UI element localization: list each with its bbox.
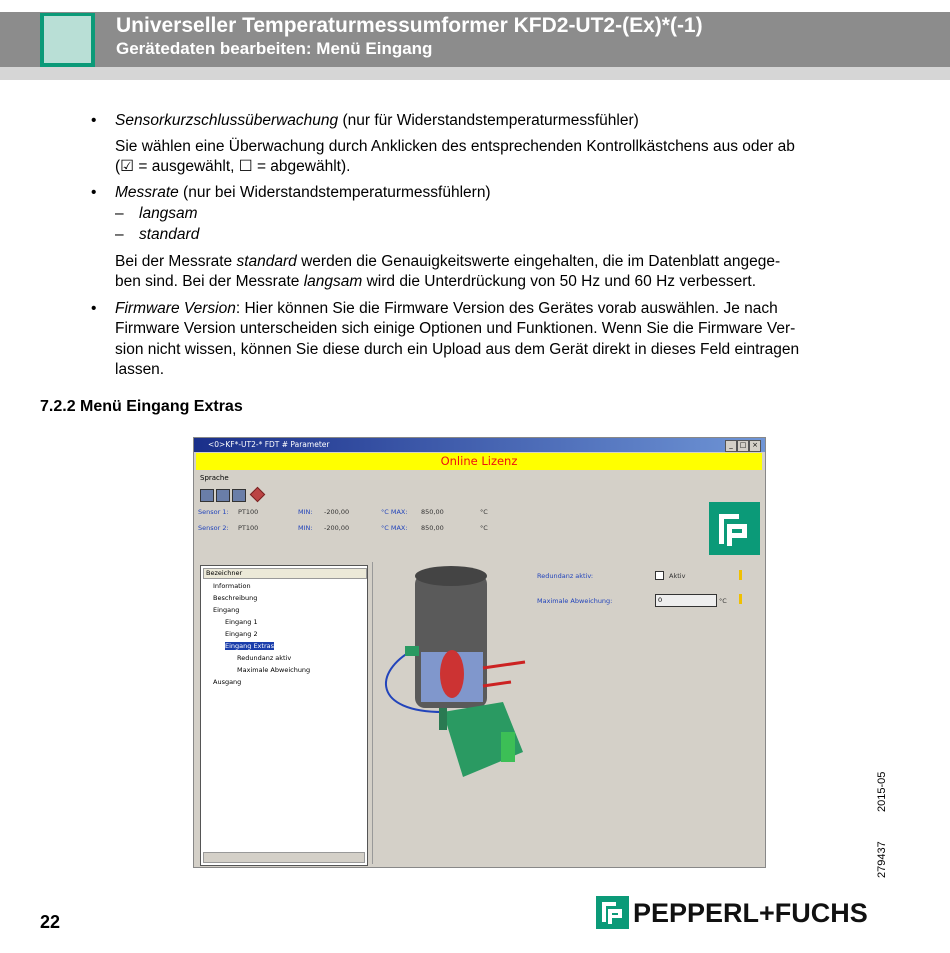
software-screenshot (193, 437, 766, 868)
maximize-button[interactable]: □ (737, 440, 749, 452)
bullet-1-heading: Sensorkurzschlussüberwachung (nur für Widerstandstemperaturmessfühler) (115, 112, 639, 129)
sensor2-unit: °C (480, 524, 488, 532)
sensor2-min-value: -200,00 (324, 524, 350, 532)
option-langsam: langsam (139, 205, 198, 222)
redundanz-checkbox[interactable] (655, 571, 664, 580)
tree-item-eingang-extras[interactable]: Eingang Extras (225, 642, 274, 650)
sensor1-type: PT100 (238, 508, 259, 516)
toolbar-button-1[interactable] (200, 489, 214, 502)
abweichung-label: Maximale Abweichung: (537, 597, 613, 605)
page-number: 22 (40, 912, 61, 932)
bullet-2-line-2: ben sind. Bei der Messrate langsam wird die Unterdrückung von 50 Hz und 60 Hz verbessert. (115, 273, 757, 290)
sensor2-type: PT100 (238, 524, 259, 532)
bullet-2-line-1: Bei der Messrate standard werden die Genauigkeitswerte eingehalten, die im Datenblatt angege- (115, 253, 781, 270)
license-banner: Online Lizenz (196, 453, 762, 470)
abweichung-input[interactable]: 0 (655, 594, 717, 607)
date-code: 2015-05 (876, 771, 888, 812)
window-title: <0>KF*-UT2-* FDT # Parameter (208, 440, 330, 449)
sensor2-max-value: 850,00 (421, 524, 444, 532)
sensor1-min-value: -200,00 (324, 508, 350, 516)
bullet-2: • (91, 184, 97, 201)
toolbar-button-3[interactable] (232, 489, 246, 502)
brand-logo-icon (596, 896, 629, 929)
sensor1-max-value: 850,00 (421, 508, 444, 516)
tree-item-beschreibung[interactable]: Beschreibung (213, 594, 258, 602)
tree-scrollbar[interactable] (203, 852, 365, 863)
minimize-button[interactable]: _ (725, 440, 737, 452)
bullet-3: • (91, 300, 97, 317)
menu-sprache[interactable]: Sprache (200, 474, 229, 482)
bullet-3-line-2: Firmware Version unterscheiden sich einige Optionen und Funktionen. Wenn Sie die Firmware Ver- (115, 320, 796, 337)
toolbar-button-2[interactable] (216, 489, 230, 502)
header-logo-square (40, 13, 95, 67)
tree-item-abweichung[interactable]: Maximale Abweichung (237, 666, 311, 674)
abweichung-unit: °C (719, 597, 727, 605)
sensor2-label: Sensor 2: (198, 524, 229, 532)
sensor1-unit: °C (480, 508, 488, 516)
tree-item-redundanz[interactable]: Redundanz aktiv (237, 654, 292, 662)
option-standard: standard (139, 226, 200, 243)
bullet-1: • (91, 112, 97, 129)
page-subtitle: Gerätedaten bearbeiten: Menü Eingang (116, 39, 433, 58)
bullet-3-line-4: lassen. (115, 361, 165, 378)
brand-name: PEPPERL+FUCHS (633, 898, 868, 928)
tree-header: Bezeichner (203, 568, 367, 579)
header-strip (0, 67, 950, 80)
close-button[interactable]: × (749, 440, 761, 452)
aktiv-label: Aktiv (669, 572, 686, 580)
tree-item-eingang-2[interactable]: Eingang 2 (225, 630, 258, 638)
sensor1-label: Sensor 1: (198, 508, 229, 516)
bullet-3-line-3: sion nicht wissen, können Sie diese durch ein Upload aus dem Gerät direkt in dieses Feld eintragen (115, 341, 800, 358)
section-heading: 7.2.2 Menü Eingang Extras (40, 398, 243, 415)
bullet-1-line-1: Sie wählen eine Überwachung durch Anklicken des entsprechenden Kontrollkästchens aus oder ab (115, 138, 795, 155)
tree-item-information[interactable]: Information (213, 582, 251, 590)
tree-item-eingang[interactable]: Eingang (213, 606, 240, 614)
redundanz-hint-icon (739, 570, 742, 580)
bullet-2-heading: Messrate (nur bei Widerstandstemperaturmessfühlern) (115, 184, 491, 201)
abweichung-hint-icon (739, 594, 742, 604)
bullet-3-line-1: Firmware Version: Hier können Sie die Firmware Version des Gerätes vorab auswählen. Je nach (115, 300, 778, 317)
tree-item-ausgang[interactable]: Ausgang (213, 678, 242, 686)
sensor2-max-label: °C MAX: (381, 524, 408, 532)
sensor2-min-label: MIN: (298, 524, 313, 532)
parameter-tree (200, 565, 368, 866)
bullet-1-line-2: (☑ = ausgewählt, ☐ = abgewählt). (115, 158, 351, 175)
doc-number: 279437 (876, 841, 888, 878)
window-titlebar (194, 438, 765, 452)
redundanz-label: Redundanz aktiv: (537, 572, 594, 580)
toolbar-diamond-icon[interactable] (250, 487, 266, 503)
sensor1-max-label: °C MAX: (381, 508, 408, 516)
tree-item-eingang-1[interactable]: Eingang 1 (225, 618, 258, 626)
top-margin (0, 0, 950, 12)
sensor1-min-label: MIN: (298, 508, 313, 516)
dash-1: – (115, 205, 124, 222)
page-title: Universeller Temperaturmessumformer KFD2-UT2-(Ex)*(-1) (116, 14, 703, 37)
dash-2: – (115, 226, 124, 243)
parameter-pane (372, 562, 763, 864)
pf-logo-icon (709, 502, 760, 555)
